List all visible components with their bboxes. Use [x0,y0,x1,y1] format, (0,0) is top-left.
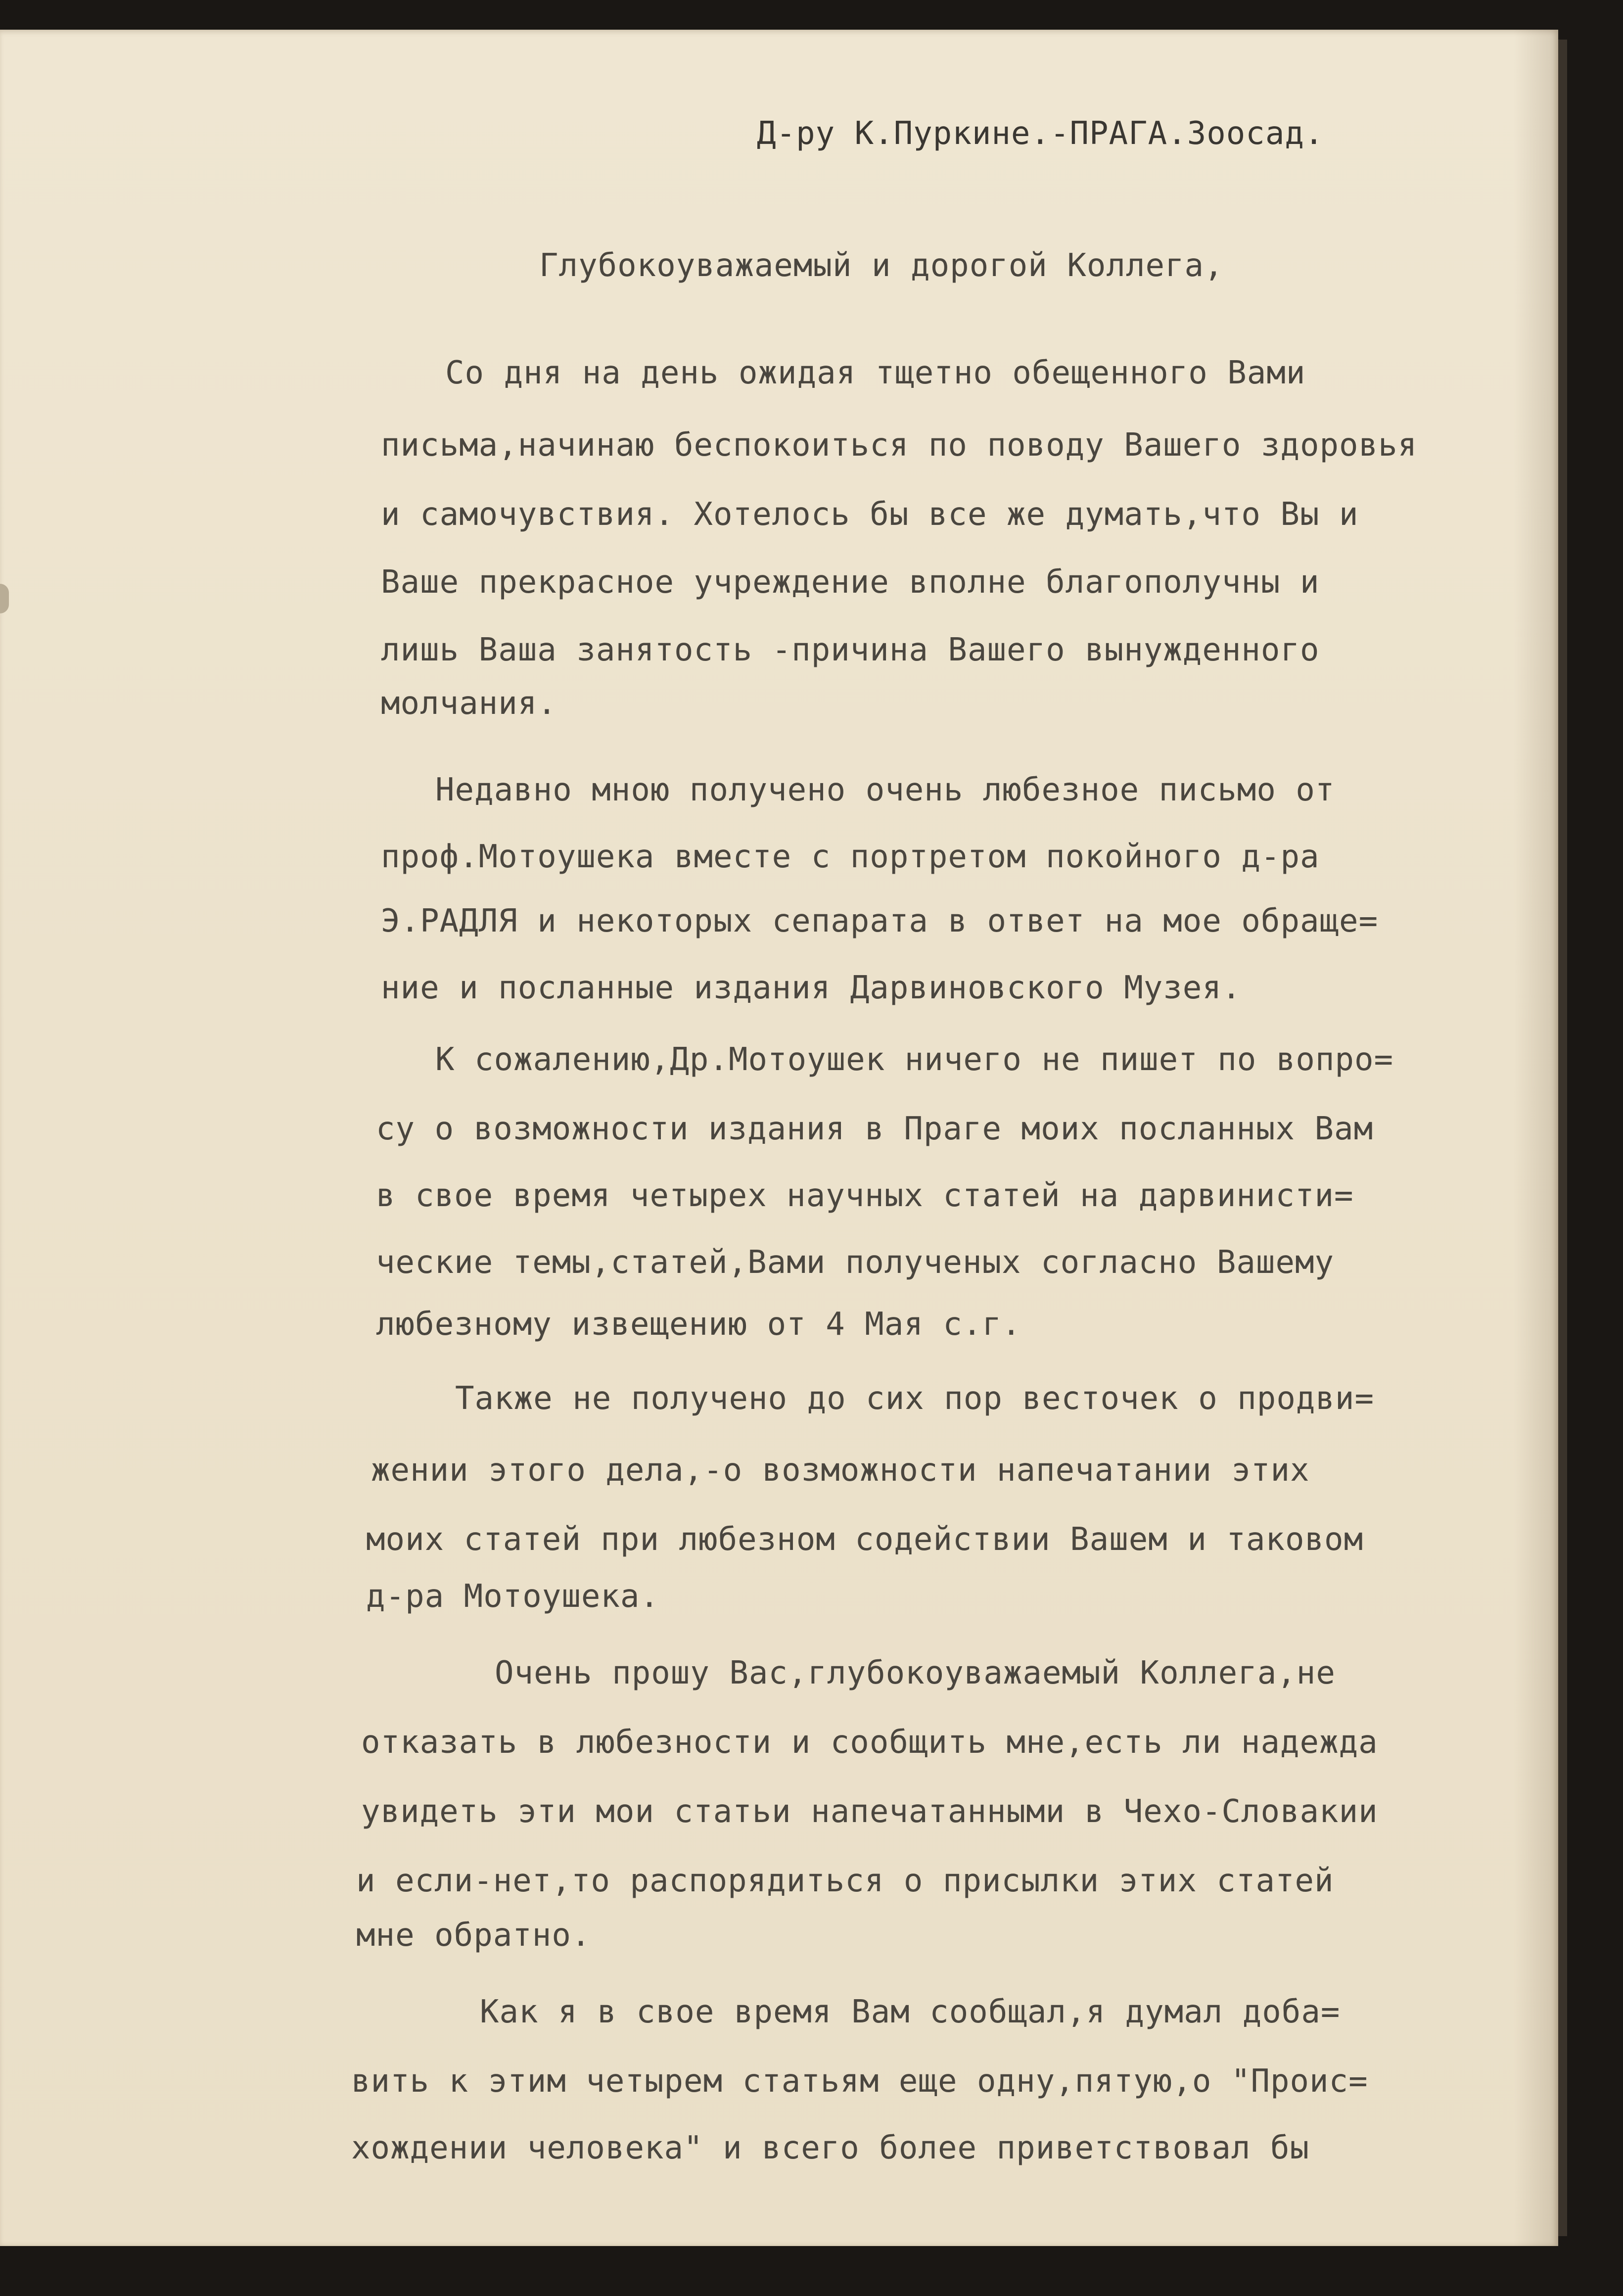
letter-line-6: молчания. [381,685,557,722]
letter-line-25: Как я в свое время Вам сообщал,я думал доба= [480,1994,1341,2030]
letter-line-20: Очень прошу Вас,глубокоуважаемый Коллега,не [495,1655,1336,1691]
letter-line-5: лишь Ваша занятость -причина Вашего вынужденного [381,632,1320,668]
letter-line-8: проф.Мотоушека вместе с портретом покойного д-ра [381,839,1320,875]
binding-hole [0,584,9,613]
letter-line-7: Недавно мною получено очень любезное письмо от [435,772,1335,808]
letter-line-11: К сожалению,Др.Мотоушек ничего не пишет по вопро= [435,1041,1394,1078]
letter-line-18: моих статей при любезном содействии Вашем и таковом [366,1521,1364,1558]
letter-line-23: и если-нет,то распорядиться о присылки этих статей [356,1863,1334,1899]
letter-line-27: хождении человека" и всего более приветствовал бы [351,2130,1310,2166]
letter-line-19: д-ра Мотоушека. [366,1578,659,1615]
letter-line-4: Ваше прекрасное учреждение вполне благополучны и [381,564,1320,601]
letter-line-9: Э.РАДЛЯ и некоторых сепарата в ответ на мое обраще= [381,903,1379,939]
letter-line-15: любезному извещению от 4 Мая с.г. [376,1306,1021,1343]
letter-line-24: мне обратно. [356,1917,591,1954]
addressee-line: Д-ру К.Пуркине.-ПРАГА.Зоосад. [757,115,1324,152]
salutation: Глубокоуважаемый и дорогой Коллега, [539,247,1224,284]
letter-line-1: Со дня на день ожидая тщетно обещенного Вами [445,355,1306,391]
letter-line-17: жении этого дела,-о возможности напечатании этих [371,1452,1310,1489]
page-edge [1558,40,1567,2236]
page-fold-shadow [1514,30,1558,2246]
letter-line-10: ние и посланные издания Дарвиновского Музея. [381,970,1242,1006]
letter-line-21: отказать в любезности и сообщить мне,есть ли надежда [361,1724,1378,1761]
letter-line-12: су о возможности издания в Праге моих посланных Вам [376,1111,1374,1147]
letter-line-2: письма,начинаю беспокоиться по поводу Вашего здоровья [381,427,1418,464]
letter-line-26: вить к этим четырем статьям еще одну,пятую,о "Проис= [351,2063,1368,2100]
letter-line-3: и самочувствия. Хотелось бы все же думать,что Вы и [381,496,1359,533]
letter-line-22: увидеть эти мои статьи напечатанными в Чехо-Словакии [361,1793,1378,1830]
letter-line-16: Также не получено до сих пор весточек о продви= [455,1380,1374,1417]
letter-line-13: в свое время четырех научных статей на дарвинисти= [376,1177,1354,1214]
letter-line-14: ческие темы,статей,Вами полученых согласно Вашему [376,1244,1335,1281]
